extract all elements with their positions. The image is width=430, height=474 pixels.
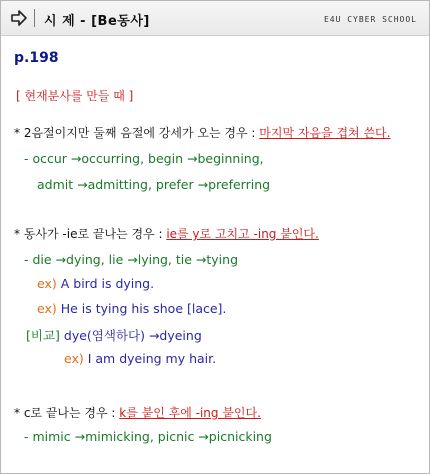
rule-3	[14, 404, 261, 421]
rule-2-sentence-1	[37, 276, 154, 291]
header-divider	[34, 9, 35, 27]
ex-sentence: I am dyeing my hair.	[87, 351, 217, 366]
rule-3-highlight: k를 붙인 후에 -ing 붙인다.	[119, 406, 261, 420]
rule-2-example-1: - die →dying, lie →lying, tie →tying	[24, 252, 239, 267]
page-title: 시 제 - [Be동사]	[44, 14, 150, 29]
school-name: E4U CYBER SCHOOL	[323, 15, 417, 24]
rule-2-sentence-2	[37, 301, 226, 316]
ex-label: ex)	[64, 351, 84, 366]
rule-2-compare-sentence	[64, 351, 216, 366]
ex-sentence: He is tying his shoe [lace].	[60, 301, 227, 316]
rule-2-condition: * 동사가 -ie로 끝나는 경우 :	[14, 227, 167, 241]
page-number: p.198	[14, 50, 59, 66]
rule-3-example-1: - mimic →mimicking, picnic →picnicking	[24, 429, 272, 444]
rule-3-condition: * c로 끝나는 경우 :	[14, 406, 120, 420]
compare-label: [비교]	[26, 328, 60, 343]
rule-1-example-2: admit →admitting, prefer →preferring	[37, 177, 271, 192]
rule-2	[14, 225, 319, 242]
header-bar	[1, 1, 429, 36]
compare-text: dye(염색하다) →dyeing	[63, 328, 202, 343]
rule-1-highlight: 마지막 자음을 겹쳐 쓴다.	[259, 126, 391, 140]
ex-sentence: A bird is dying.	[60, 276, 155, 291]
rule-2-compare	[26, 326, 202, 344]
arrow-right-icon	[10, 9, 28, 27]
ex-label: ex)	[37, 301, 57, 316]
ex-label: ex)	[37, 276, 57, 291]
rule-1-example-1: - occur →occurring, begin →beginning,	[24, 151, 264, 166]
rule-2-highlight: ie를 y로 고치고 -ing 붙인다.	[166, 227, 319, 241]
rule-1-condition: * 2음절이지만 둘째 음절에 강세가 오는 경우 :	[14, 126, 260, 140]
section-title: [ 현재분사를 만들 때 ]	[16, 89, 134, 103]
rule-1	[14, 124, 390, 141]
